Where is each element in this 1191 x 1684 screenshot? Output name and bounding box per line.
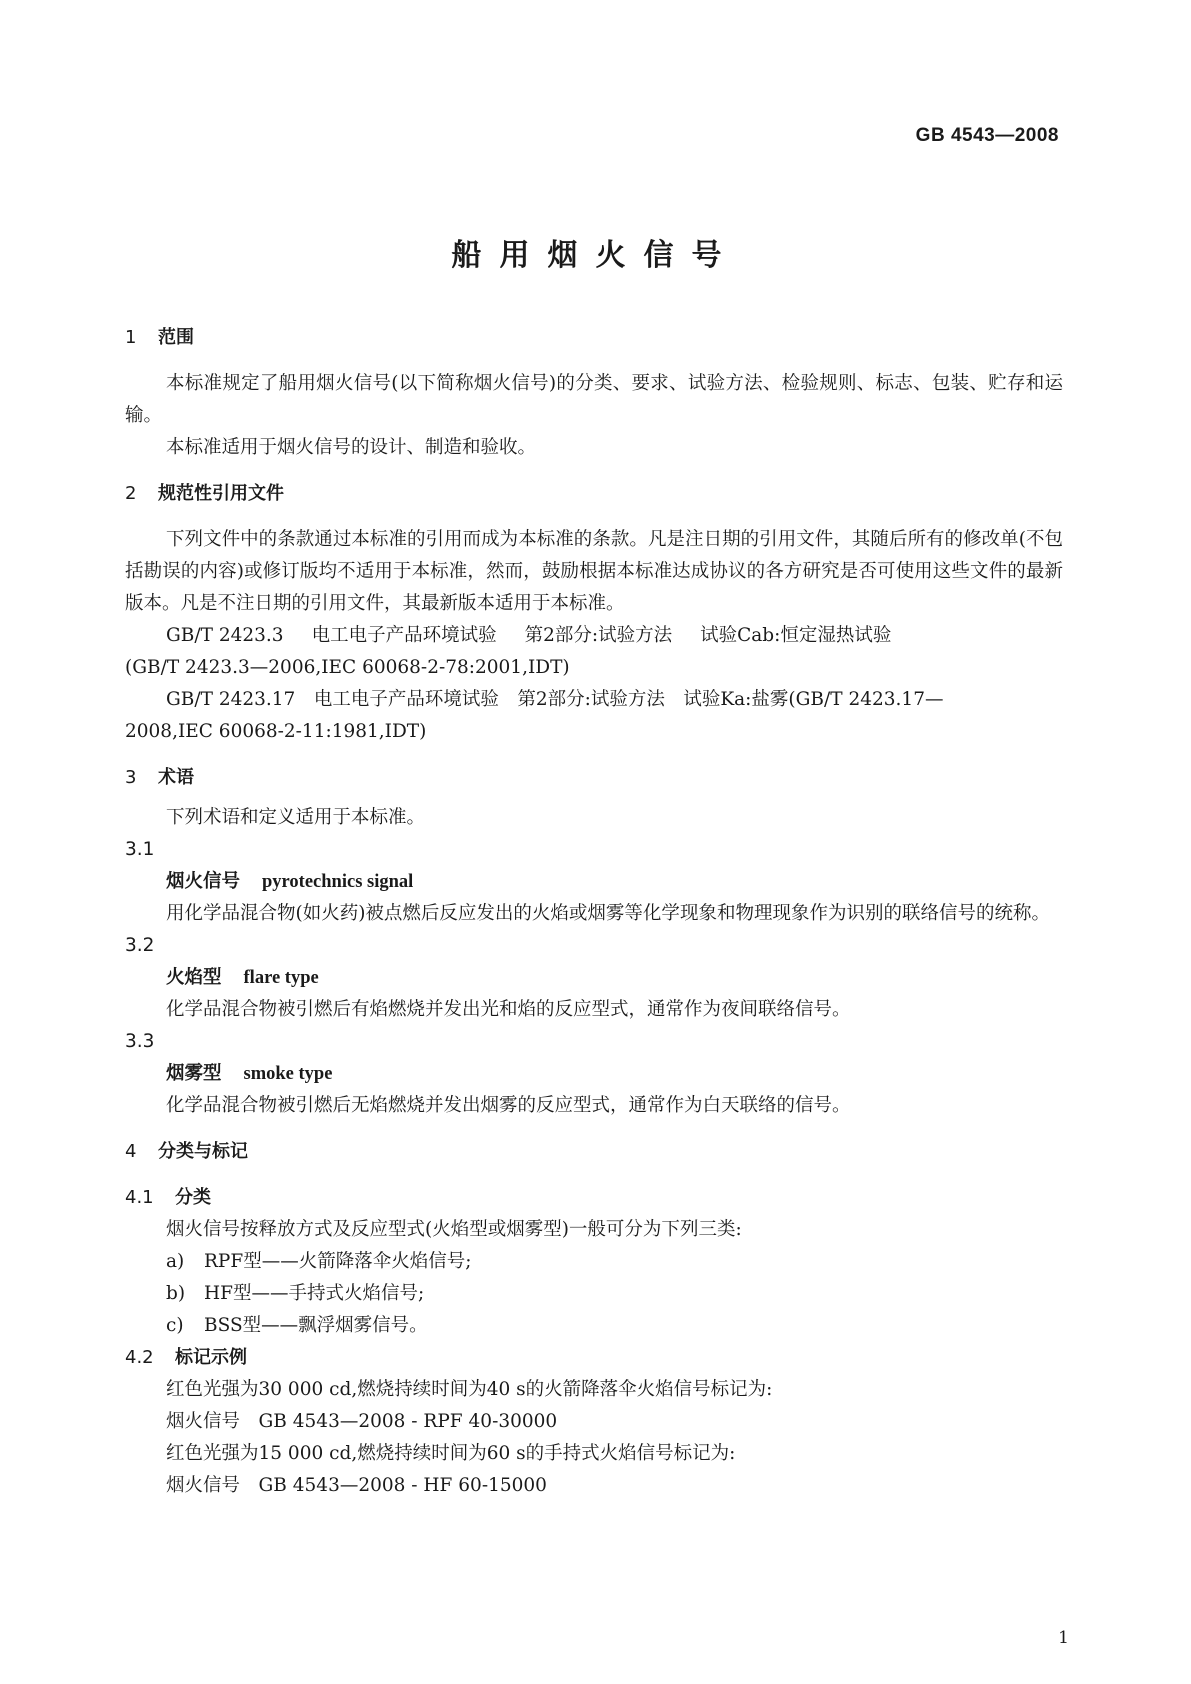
marking-example-2: 烟火信号 GB 4543—2008 - HF 60-15000 xyxy=(166,1475,547,1496)
classification-intro: 烟火信号按释放方式及反应型式(火焰型或烟雾型)一般可分为下列三类: xyxy=(166,1219,742,1240)
reference-2: GB/T 2423.17 电工电子产品环境试验 第2部分:试验方法 试验Ka:盐雾(GB/T 2423.17— xyxy=(166,689,944,710)
list-item: b) HF型——手持式火焰信号; xyxy=(166,1283,425,1304)
reference-2-continuation: 2008,IEC 60068-2-11:1981,IDT) xyxy=(125,721,427,742)
section-1-paragraph-1: 本标准规定了船用烟火信号(以下简称烟火信号)的分类、要求、试验方法、检验规则、标志、包装、贮存和运输。 xyxy=(125,373,1063,426)
document-title: 船用烟火信号 xyxy=(451,238,740,273)
reference-1: GB/T 2423.3 电工电子产品环境试验 第2部分:试验方法 试验Cab:恒定湿热试验 xyxy=(166,625,892,646)
term-title: 烟雾型 smoke type xyxy=(166,1063,333,1084)
standard-code: GB 4543—2008 xyxy=(915,125,1059,146)
list-item: c) BSS型——飘浮烟雾信号。 xyxy=(166,1315,428,1336)
section-3-heading: 3 术语 xyxy=(125,767,194,788)
section-2-paragraph: 下列文件中的条款通过本标准的引用而成为本标准的条款。凡是注日期的引用文件，其随后所有的修改单(不包括勘误的内容)或修订版均不适用于本标准，然而，鼓励根据本标准达成协议的各方研究是否可使用这些文件的最新版本。凡是不注日期的引用文件，其最新版本适用于本标准。 xyxy=(125,529,1063,614)
term-definition: 化学品混合物被引燃后有焰燃烧并发出光和焰的反应型式，通常作为夜间联络信号。 xyxy=(166,999,851,1020)
term-number: 3.2 xyxy=(125,935,155,956)
marking-example-1: 烟火信号 GB 4543—2008 - RPF 40-30000 xyxy=(166,1411,558,1432)
subsection-4-1-heading: 4.1 分类 xyxy=(125,1187,211,1208)
marking-example-2-description: 红色光强为15 000 cd,燃烧持续时间为60 s的手持式火焰信号标记为: xyxy=(166,1443,736,1464)
list-item: a) RPF型——火箭降落伞火焰信号; xyxy=(166,1251,472,1272)
section-1-paragraph-2: 本标准适用于烟火信号的设计、制造和验收。 xyxy=(166,437,537,458)
term-definition: 用化学品混合物(如火药)被点燃后反应发出的火焰或烟雾等化学现象和物理现象作为识别的联络信号的统称。 xyxy=(166,903,1050,924)
section-3-intro: 下列术语和定义适用于本标准。 xyxy=(166,807,426,828)
subsection-4-2-heading: 4.2 标记示例 xyxy=(125,1347,247,1368)
document-body xyxy=(125,322,1063,1502)
term-definition: 化学品混合物被引燃后无焰燃烧并发出烟雾的反应型式，通常作为白天联络的信号。 xyxy=(166,1095,851,1116)
marking-example-1-description: 红色光强为30 000 cd,燃烧持续时间为40 s的火箭降落伞火焰信号标记为: xyxy=(166,1379,773,1400)
reference-1-continuation: (GB/T 2423.3—2006,IEC 60068-2-78:2001,IDT) xyxy=(125,657,570,678)
term-title: 火焰型 flare type xyxy=(166,967,319,988)
page-number: 1 xyxy=(1058,1628,1069,1648)
term-title: 烟火信号 pyrotechnics signal xyxy=(166,871,414,892)
term-number: 3.3 xyxy=(125,1031,155,1052)
term-number: 3.1 xyxy=(125,839,155,860)
section-2-heading: 2 规范性引用文件 xyxy=(125,483,284,504)
section-1-heading: 1 范围 xyxy=(125,327,194,348)
section-4-heading: 4 分类与标记 xyxy=(125,1141,248,1162)
